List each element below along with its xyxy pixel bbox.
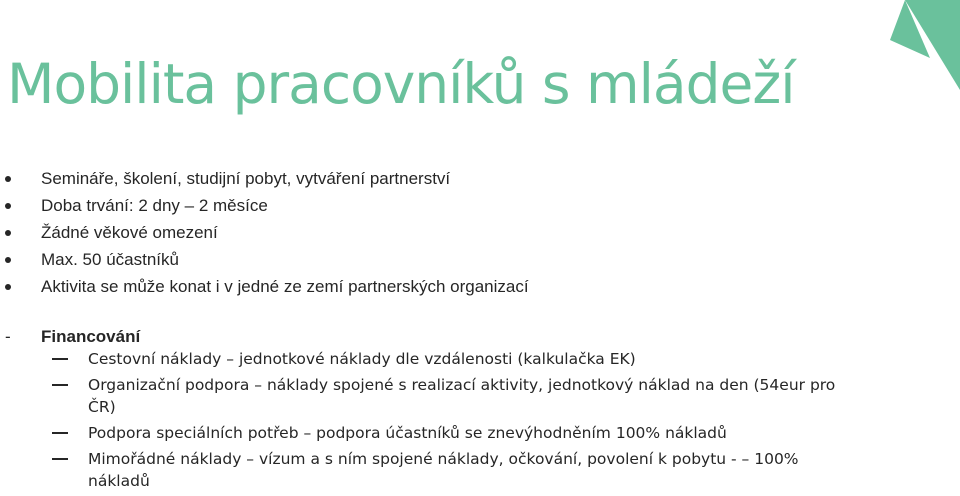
bullet-icon bbox=[5, 230, 11, 236]
dash-icon bbox=[52, 432, 68, 434]
dash-icon bbox=[52, 358, 68, 360]
list-item-text: Aktivita se může konat i v jedné ze zemí partnerských organizací bbox=[41, 277, 529, 296]
bullet-list bbox=[0, 165, 529, 300]
financing-label: Financování bbox=[41, 327, 141, 346]
list-item bbox=[0, 374, 858, 418]
list-item-text: Žádné věkové omezení bbox=[41, 223, 218, 242]
list-item bbox=[0, 448, 858, 492]
bullet-icon bbox=[5, 257, 11, 263]
list-item bbox=[0, 246, 529, 273]
financing-dash: - bbox=[5, 327, 11, 346]
bullet-icon bbox=[5, 203, 11, 209]
list-item bbox=[0, 273, 529, 300]
list-item-text: Podpora speciálních potřeb – podpora účastníků se znevýhodněním 100% nákladů bbox=[88, 424, 727, 442]
dash-icon bbox=[52, 458, 68, 460]
bullet-icon bbox=[5, 176, 11, 182]
dash-icon bbox=[52, 384, 68, 386]
list-item-text: Mimořádné náklady – vízum a s ním spojené náklady, očkování, povolení k pobytu - – 100% nákladů bbox=[88, 450, 799, 490]
list-item-text: Doba trvání: 2 dny – 2 měsíce bbox=[41, 196, 268, 215]
list-item-text: Organizační podpora – náklady spojené s realizací aktivity, jednotkový náklad na den (54eur pro ČR) bbox=[88, 376, 836, 416]
list-item bbox=[0, 192, 529, 219]
financing-list bbox=[0, 348, 858, 496]
list-item bbox=[0, 348, 858, 370]
bullet-icon bbox=[5, 284, 11, 290]
list-item bbox=[0, 422, 858, 444]
list-item bbox=[0, 219, 529, 246]
page-title: Mobilita pracovníků s mládeží bbox=[7, 52, 795, 116]
list-item bbox=[0, 165, 529, 192]
list-item-text: Cestovní náklady – jednotkové náklady dle vzdálenosti (kalkulačka EK) bbox=[88, 350, 636, 368]
list-item-text: Max. 50 účastníků bbox=[41, 250, 179, 269]
list-item-text: Semináře, školení, studijní pobyt, vytváření partnerství bbox=[41, 169, 451, 188]
